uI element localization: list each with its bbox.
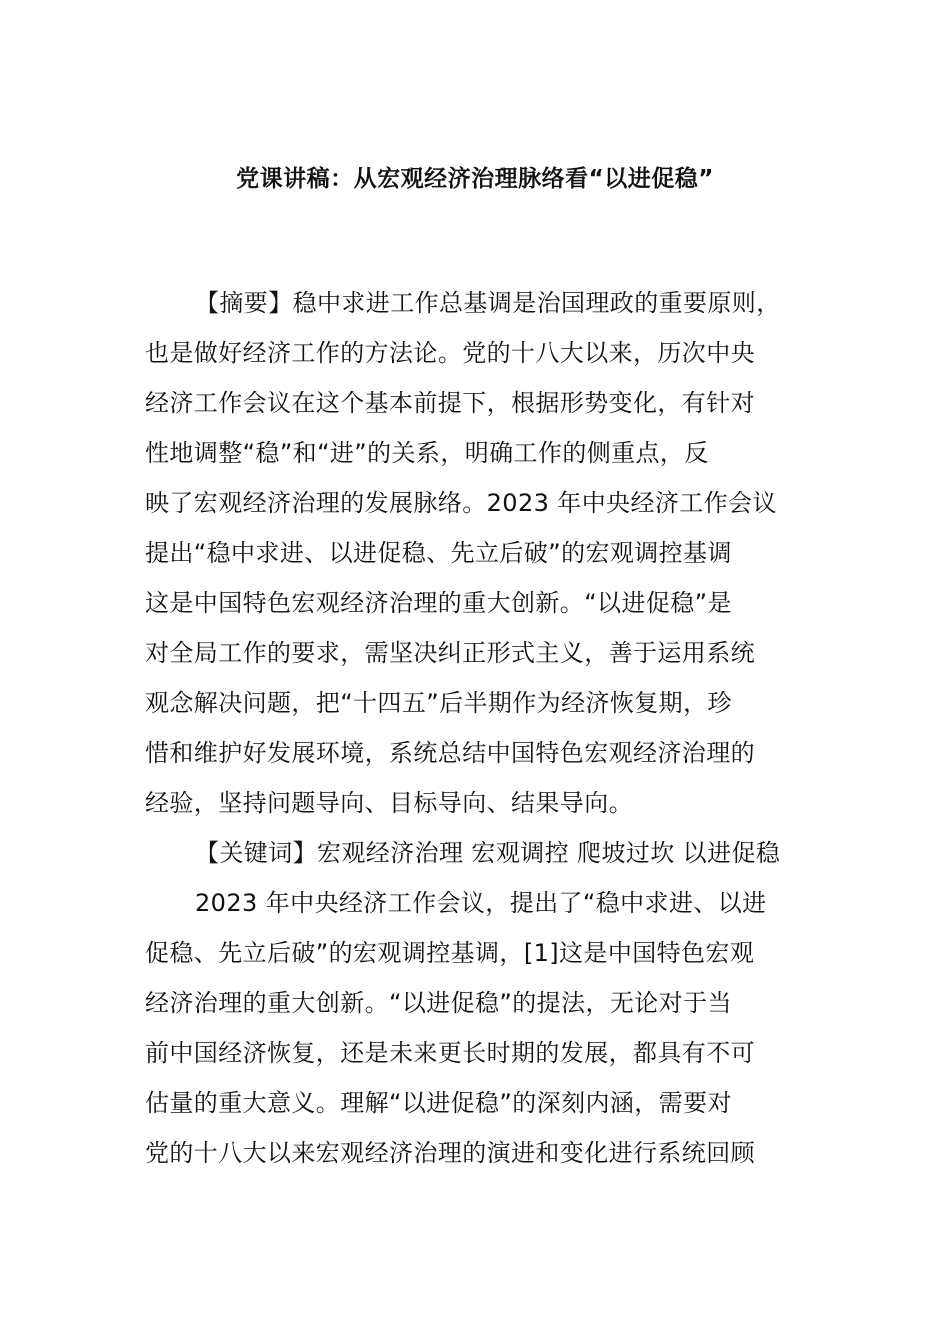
- abstract-line: 提出“稳中求进、以进促稳、先立后破”的宏观调控基调: [145, 539, 732, 567]
- abstract-line: 映了宏观经济治理的发展脉络。2023 年中央经济工作会议: [145, 489, 777, 517]
- abstract-line: 经济工作会议在这个基本前提下，根据形势变化，有针对: [145, 389, 755, 417]
- body-line: 前中国经济恢复，还是未来更长时期的发展，都具有不可: [145, 1039, 755, 1067]
- body-line: 党的十八大以来宏观经济治理的演进和变化进行系统回顾: [145, 1139, 755, 1167]
- abstract-line: 观念解决问题，把“十四五”后半期作为经济恢复期，珍: [145, 689, 732, 717]
- document-title: 党课讲稿：从宏观经济治理脉络看“以进促稳”: [236, 166, 714, 192]
- abstract-line: 经验，坚持问题导向、目标导向、结果导向。: [145, 789, 633, 817]
- body-line: 2023 年中央经济工作会议，提出了“稳中求进、以进: [195, 889, 767, 917]
- keywords-line: 【关键词】宏观经济治理 宏观调控 爬坡过坎 以进促稳: [195, 839, 781, 867]
- abstract-line: 【摘要】稳中求进工作总基调是治国理政的重要原则，: [195, 289, 781, 317]
- body-line: 经济治理的重大创新。“以进促稳”的提法，无论对于当: [145, 989, 732, 1017]
- abstract-line: 性地调整“稳”和“进”的关系，明确工作的侧重点，反: [145, 439, 709, 467]
- abstract-line: 也是做好经济工作的方法论。党的十八大以来，历次中央: [145, 339, 755, 367]
- body-line: 估量的重大意义。理解“以进促稳”的深刻内涵，需要对: [145, 1089, 732, 1117]
- abstract-line: 对全局工作的要求，需坚决纠正形式主义，善于运用系统: [145, 639, 755, 667]
- body-line: 促稳、先立后破”的宏观调控基调，[1]这是中国特色宏观: [145, 939, 755, 967]
- abstract-line: 惜和维护好发展环境，系统总结中国特色宏观经济治理的: [145, 739, 755, 767]
- abstract-line: 这是中国特色宏观经济治理的重大创新。“以进促稳”是: [145, 589, 732, 617]
